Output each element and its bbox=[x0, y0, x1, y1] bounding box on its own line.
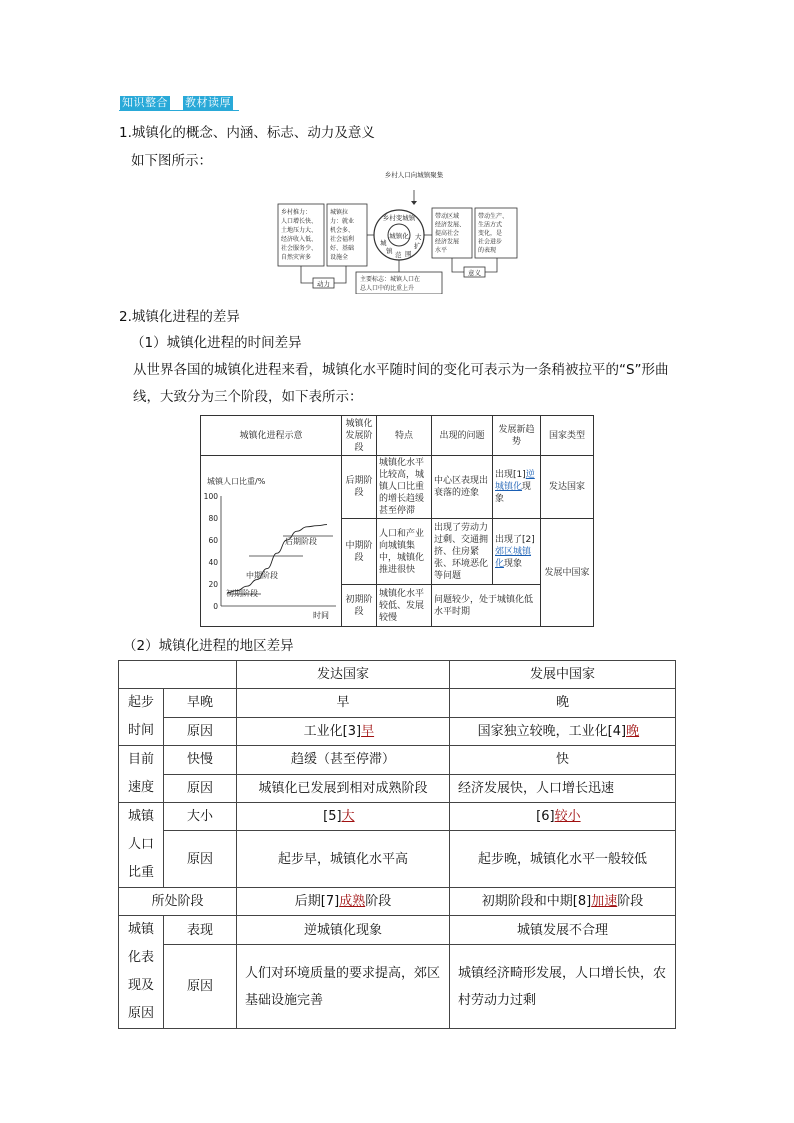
problem-late: 中心区表现出衰落的迹象 bbox=[432, 456, 493, 519]
ring-center: 城镇化 bbox=[389, 232, 409, 240]
th-stage: 城镇化发展阶段 bbox=[342, 416, 377, 456]
ding-stage bbox=[450, 888, 676, 916]
stage-label-2: 后期阶段 bbox=[285, 537, 317, 546]
dev-size-text: [5] bbox=[323, 809, 342, 824]
force-label: 动力 bbox=[317, 280, 330, 288]
row-stage: 所处阶段 bbox=[119, 888, 237, 916]
pull-line-5: 设施全 bbox=[330, 254, 349, 261]
answer-1: 逆城镇化 bbox=[495, 470, 535, 492]
push-line-0: 乡村推力： bbox=[281, 209, 312, 216]
meaning1-line-1: 经济发展、 bbox=[435, 221, 466, 229]
stage-table bbox=[200, 415, 594, 627]
pull-line-2: 机会多、 bbox=[330, 227, 355, 234]
ring-char-2: 镇 bbox=[386, 247, 393, 255]
stage-label-0: 初期阶段 bbox=[226, 589, 258, 598]
row-reason-1: 原因 bbox=[164, 717, 237, 746]
dev-stage-suffix: 阶段 bbox=[365, 894, 392, 909]
stage-mid: 中期阶段 bbox=[342, 519, 377, 585]
pull-line-1: 力：就业 bbox=[330, 218, 355, 225]
ring-char-4: 围 bbox=[405, 250, 412, 258]
subsection-region-title: （2）城镇化进程的地区差异 bbox=[123, 638, 294, 654]
group-prop-2: 人口 bbox=[127, 837, 154, 852]
dev-reason-3: 起步早，城镇化水平高 bbox=[237, 831, 450, 888]
group-perf-4: 原因 bbox=[127, 1006, 154, 1021]
group-prop-1: 城镇 bbox=[127, 809, 154, 824]
pull-line-3: 社会福利 bbox=[330, 236, 355, 243]
push-line-2: 土地压力大、 bbox=[281, 227, 318, 234]
ding-performance: 城镇发展不合理 bbox=[450, 916, 676, 945]
group-speed-1: 目前 bbox=[127, 752, 154, 767]
y-tick-80: 80 bbox=[208, 514, 218, 523]
col-developed: 发达国家 bbox=[237, 661, 450, 689]
group-start-2: 时间 bbox=[127, 723, 154, 738]
s-curve-paragraph: 从世界各国的城镇化进程来看，城镇化水平随时间的变化可表示为一条稍被拉平的“S”形曲线，大致分为三个阶段，如下表所示： bbox=[133, 362, 669, 405]
group-speed bbox=[119, 746, 164, 803]
meaning1-line-4: 水平 bbox=[435, 247, 448, 254]
urbanization-diagram bbox=[276, 168, 536, 294]
push-line-5: 自然灾害多 bbox=[281, 254, 312, 261]
y-tick-40: 40 bbox=[208, 558, 218, 567]
stage-label-1: 中期阶段 bbox=[246, 571, 278, 580]
meaning-2-text bbox=[478, 212, 508, 254]
col-developing: 发展中国家 bbox=[450, 661, 676, 689]
ding-stage-suffix: 阶段 bbox=[617, 894, 644, 909]
th-problem: 出现的问题 bbox=[432, 416, 493, 456]
th-feature: 特点 bbox=[377, 416, 432, 456]
ding-reason-4: 城镇经济畸形发展，人口增长快，农村劳动力过剩 bbox=[450, 945, 676, 1029]
ring-char-6: 大 bbox=[415, 233, 422, 241]
s-curve-chart bbox=[201, 456, 341, 622]
group-start-1: 起步 bbox=[127, 695, 154, 710]
group-performance bbox=[119, 916, 164, 1029]
ding-size-text: [6] bbox=[536, 809, 555, 824]
group-start-time bbox=[119, 689, 164, 746]
ring-char-5: 扩 bbox=[414, 242, 421, 250]
th-diagram: 城镇化进程示意 bbox=[201, 416, 342, 456]
answer-3: 早 bbox=[361, 723, 375, 739]
subsection-time-title: （1）城镇化进程的时间差异 bbox=[131, 335, 302, 351]
trend-late bbox=[493, 456, 541, 519]
textbook-tag: 教材读厚 bbox=[185, 96, 231, 109]
ding-size bbox=[450, 803, 676, 831]
y-tick-100: 100 bbox=[203, 492, 218, 501]
trend-late-suffix: 现象 bbox=[495, 482, 532, 504]
group-speed-2: 速度 bbox=[127, 780, 154, 795]
problem-early: 问题较少，处于城镇化低水平时期 bbox=[432, 585, 541, 627]
answer-8: 加速 bbox=[591, 894, 618, 909]
row-reason-3: 原因 bbox=[164, 831, 237, 888]
ding-reason-2: 经济发展快，人口增长迅速 bbox=[450, 774, 676, 803]
answer-6: 较小 bbox=[554, 809, 581, 824]
y-tick-0: 0 bbox=[213, 602, 218, 611]
ding-reason-1-text: 国家独立较晚，工业化[4] bbox=[477, 723, 627, 739]
sign-line-2: 总人口中的比重上升 bbox=[360, 285, 415, 292]
group-perf-1: 城镇 bbox=[127, 922, 154, 937]
y-tick-60: 60 bbox=[208, 536, 218, 545]
corner-cell bbox=[119, 661, 237, 689]
dev-reason-1-text: 工业化[3] bbox=[303, 723, 362, 739]
push-line-3: 经济收入低、 bbox=[281, 236, 318, 243]
feature-mid: 人口和产业向城镇集中，城镇化推进很快 bbox=[377, 519, 432, 585]
feature-late: 城镇化水平比较高，城镇人口比重的增长趋缓甚至停滞 bbox=[377, 456, 432, 519]
group-perf-2: 化表 bbox=[127, 950, 154, 965]
th-trend: 发展新趋势 bbox=[493, 416, 541, 456]
pull-text bbox=[330, 208, 354, 261]
dev-speed: 趋缓（甚至停滞） bbox=[237, 746, 450, 775]
trend-mid bbox=[493, 519, 541, 585]
s-curve-line bbox=[227, 525, 327, 593]
trend-mid-suffix: 现象 bbox=[504, 558, 523, 569]
meaning1-line-2: 提高社会 bbox=[435, 230, 460, 237]
meaning1-line-3: 经济发展 bbox=[435, 238, 460, 246]
dev-performance: 逆城镇化现象 bbox=[237, 916, 450, 945]
push-text bbox=[281, 208, 317, 261]
dev-stage-text: 后期[7] bbox=[294, 894, 340, 909]
row-reason-2: 原因 bbox=[164, 774, 237, 803]
dev-stage bbox=[237, 888, 450, 916]
diagram-top-line1: 乡村人口向城镇聚集 bbox=[384, 171, 444, 179]
ding-reason-1 bbox=[450, 717, 676, 746]
type-developing: 发展中国家 bbox=[541, 519, 594, 627]
section-2-title: 2.城镇化进程的差异 bbox=[119, 309, 240, 325]
chart-ylabel: 城镇人口比重/% bbox=[207, 477, 266, 486]
group-prop-3: 比重 bbox=[127, 865, 154, 880]
chart-xlabel: 时间 bbox=[313, 611, 329, 620]
trend-late-prefix: 出现[1] bbox=[495, 470, 526, 480]
stage-late: 后期阶段 bbox=[342, 456, 377, 519]
meaning2-line-0: 带动生产、 bbox=[478, 213, 509, 220]
th-type: 国家类型 bbox=[541, 416, 594, 456]
answer-5: 大 bbox=[341, 809, 355, 824]
stage-early: 初期阶段 bbox=[342, 585, 377, 627]
ding-reason-3: 起步晚，城镇化水平一般较低 bbox=[450, 831, 676, 888]
region-table bbox=[118, 660, 676, 1029]
meaning-label: 意义 bbox=[468, 269, 481, 277]
ring-char-3: 范 bbox=[395, 251, 402, 259]
sign-line-1: 主要标志：城镇人口在 bbox=[360, 276, 421, 283]
dev-size bbox=[237, 803, 450, 831]
answer-7: 成熟 bbox=[339, 894, 366, 909]
push-line-4: 社会服务少、 bbox=[281, 245, 318, 252]
chart-cell bbox=[201, 456, 342, 627]
group-perf-3: 现及 bbox=[127, 978, 154, 993]
ring-char-1: 城 bbox=[380, 239, 387, 247]
dev-early-late: 早 bbox=[237, 689, 450, 718]
row-size: 大小 bbox=[164, 803, 237, 831]
section-1-intro: 如下图所示： bbox=[131, 153, 212, 169]
answer-4: 晚 bbox=[626, 723, 640, 739]
row-reason-4: 原因 bbox=[164, 945, 237, 1029]
meaning2-line-4: 的表现 bbox=[478, 247, 497, 254]
dev-reason-1 bbox=[237, 717, 450, 746]
meaning2-line-3: 社会进步 bbox=[478, 238, 503, 246]
pull-line-4: 好、基础 bbox=[330, 245, 355, 252]
trend-mid-prefix: 出现了[2] bbox=[495, 534, 535, 545]
dev-reason-2: 城镇化已发展到相对成熟阶段 bbox=[237, 774, 450, 803]
meaning-1-text bbox=[435, 212, 465, 254]
meaning1-line-0: 带动区域 bbox=[435, 213, 460, 220]
problem-mid: 出现了劳动力过剩、交通拥挤、住房紧张、环境恶化等问题 bbox=[432, 519, 493, 585]
ring-top: 乡村变城镇 bbox=[382, 214, 416, 222]
answer-2: 郊区城镇化 bbox=[495, 546, 532, 569]
arrow-head bbox=[411, 201, 417, 205]
row-performance: 表现 bbox=[164, 916, 237, 945]
dev-reason-4: 人们对环境质量的要求提高，郊区基础设施完善 bbox=[237, 945, 450, 1029]
meaning2-line-2: 变化，是 bbox=[478, 230, 503, 237]
knowledge-tag: 知识整合 bbox=[122, 96, 168, 109]
meaning2-line-1: 生活方式 bbox=[478, 221, 503, 229]
type-developed: 发达国家 bbox=[541, 456, 594, 519]
ding-speed: 快 bbox=[450, 746, 676, 775]
group-proportion bbox=[119, 803, 164, 888]
feature-early: 城镇化水平较低、发展较慢 bbox=[377, 585, 432, 627]
ding-early-late: 晚 bbox=[450, 689, 676, 718]
y-tick-20: 20 bbox=[208, 580, 218, 589]
push-line-1: 人口增长快、 bbox=[281, 218, 318, 225]
ding-stage-text: 初期阶段和中期[8] bbox=[481, 894, 592, 909]
pull-line-0: 城镇拉 bbox=[330, 209, 349, 216]
section-1-title: 1.城镇化的概念、内涵、标志、动力及意义 bbox=[119, 125, 375, 141]
row-speed: 快慢 bbox=[164, 746, 237, 775]
row-early-late: 早晚 bbox=[164, 689, 237, 718]
